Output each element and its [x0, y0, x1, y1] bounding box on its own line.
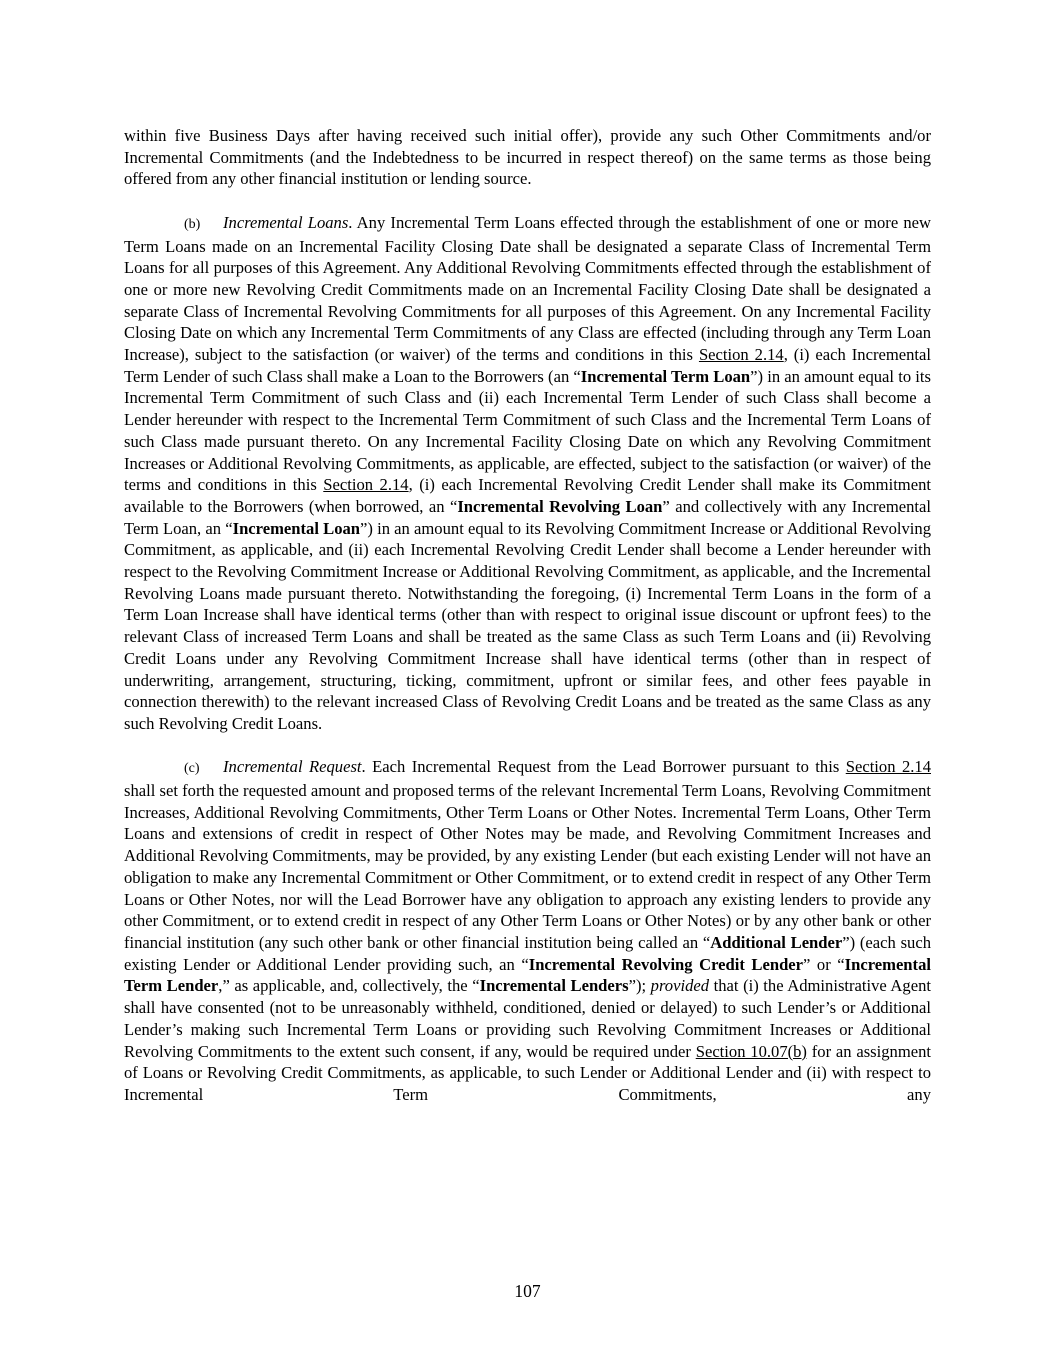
defined-term: Incremental Revolving Loan [457, 496, 663, 516]
text-run: , (i) each Incremental Term Lender of such Class shall make a Loan to the Borrowers (an “ [124, 345, 931, 386]
section-reference: Section 2.14 [698, 345, 784, 365]
text-run: for an assignment of Loans or Revolving Credit Commitments, as applicable, to such Lender or Additional Lender and (ii) with respect to Incremental Term Commitments, any [124, 1041, 931, 1104]
text-run: ,” as applicable, and, collectively, the “ [218, 976, 480, 996]
text-run: ”) in an amount equal to its Incremental Term Commitment of such Class and (ii) each Incremental Term Lender of such Class shall become a Lender hereunder with respect to the Incremental Term Commitment of such Class and the Incremental Term Loans of such Class made pursuant thereto. On any Incremental Facility Closing Date on which any Revolving Commitment Increases or Additional Revolving Commitments, as applicable, are effected, subject to the satisfaction (or waiver) of the terms and conditions in this [124, 366, 931, 495]
section-b-title: Incremental Loans [223, 212, 349, 232]
section-c-label: (c) [184, 761, 200, 777]
defined-term: Incremental Revolving Credit Lender [528, 954, 804, 974]
section-c-body [124, 757, 931, 1104]
text-run: . Each Incremental Request from the Lead Borrower pursuant to this [361, 757, 846, 777]
text-run: within five Business Days after having received such initial offer), provide any such Other Commitments and/or Incremental Commitments (and the Indebtedness to be incurred in respect thereof) on the same terms as those being offered from any other financial institution or lending source. [124, 126, 931, 189]
defined-term: Incremental Lenders [479, 976, 629, 996]
paragraph-a-continuation [124, 125, 931, 190]
text-run: ”) (each such existing Lender or Additional Lender providing such, an “ [124, 932, 931, 974]
text-run: ” or “ [803, 954, 845, 974]
section-reference: Section 2.14 [845, 757, 931, 777]
text-run: ”); [628, 976, 651, 996]
text-run: shall set forth the requested amount and proposed terms of the relevant Incremental Term Loans, Revolving Commitment Increases, Additional Revolving Commitments, Other Term Loans or Other Notes. Incremental Term Loans, Other Term Loans and extensions of credit in respect of Other Notes may be made, and Revolving Commitment Increases and Additional Revolving Commitments, may be provided, by any existing Lender (but each existing Lender will not have an obligation to make any Incremental Commitment or Other Commitment, or to extend credit in respect of any Other Term Loans or Other Notes, nor will the Lead Borrower have any obligation to approach any existing lenders to provide any other Commitment, or to extend credit in respect of any Other Term Loans or Other Notes) or by any other bank or other financial institution (any such other bank or other financial institution being called an “ [124, 781, 931, 952]
section-reference: Section 2.14 [323, 475, 409, 495]
defined-term: Incremental Term Lender [124, 954, 931, 996]
text-run: . Any Incremental Term Loans effected through the establishment of one or more new Term Loans made on an Incremental Facility Closing Date shall be designated a separate Class of Incremental Term Loans for all purposes of this Agreement. Any Additional Revolving Commitments effected through the establishment of one or more new Revolving Credit Commitments made on an Incremental Facility Closing Date shall be designated a separate Class of Incremental Revolving Commitments for all purposes of this Agreement. On any Incremental Facility Closing Date on which any Incremental Term Commitments of any Class are effected (including through any Term Loan Increase), subject to the satisfaction (or waiver) of the terms and conditions in this [124, 212, 931, 365]
page-number: 107 [514, 1281, 541, 1301]
text-run: that (i) the Administrative Agent shall have consented (not to be unreasonably withheld, conditioned, denied or delayed) to such Lender’s or Additional Lender’s making such Incremental Term Loans or providing such Revolving Commitment Increases or Additional Revolving Commitments to the extent such consent, if any, would be required under [124, 976, 931, 1061]
section-b-label: (b) [184, 216, 201, 232]
section-b-body [124, 213, 931, 733]
section-c-title: Incremental Request [223, 757, 362, 777]
section-c-incremental-request [124, 756, 931, 1105]
defined-term: Incremental Term Loan [580, 366, 751, 386]
section-reference: Section 10.07(b) [695, 1041, 807, 1061]
emphasis-text: provided [650, 976, 710, 996]
text-run: ” and collectively with any Incremental Term Loan, an “ [124, 496, 931, 538]
text-run: ”) in an amount equal to its Revolving Commitment Increase or Additional Revolving Commitment, as applicable, and (ii) each Incremental Revolving Credit Lender shall become a Lender hereunder with respect to the Revolving Commitment Increase or Additional Revolving Commitment, as applicable, and the Incremental Revolving Loans made pursuant thereto. Notwithstanding the foregoing, (i) Incremental Term Loans in the form of a Term Loan Increase shall have identical terms (other than with respect to original issue discount or upfront fees) to the relevant Class of increased Term Loans and shall be treated as the same Class as such Term Loans and (ii) Revolving Credit Loans under any Revolving Commitment Increase shall have identical terms (other than in respect of underwriting, arrangement, structuring, ticking, commitment, upfront or similar fees, and other fees payable in connection therewith) to the relevant increased Class of Revolving Credit Loans and be treated as the same Class as any such Revolving Credit Loans. [124, 518, 931, 733]
defined-term: Incremental Loan [232, 518, 361, 538]
defined-term: Additional Lender [710, 932, 843, 952]
section-b-incremental-loans [124, 212, 931, 735]
document-page [124, 125, 931, 1127]
text-run: , (i) each Incremental Revolving Credit Lender shall make its Commitment available to the Borrowers (when borrowed, an “ [124, 475, 931, 516]
